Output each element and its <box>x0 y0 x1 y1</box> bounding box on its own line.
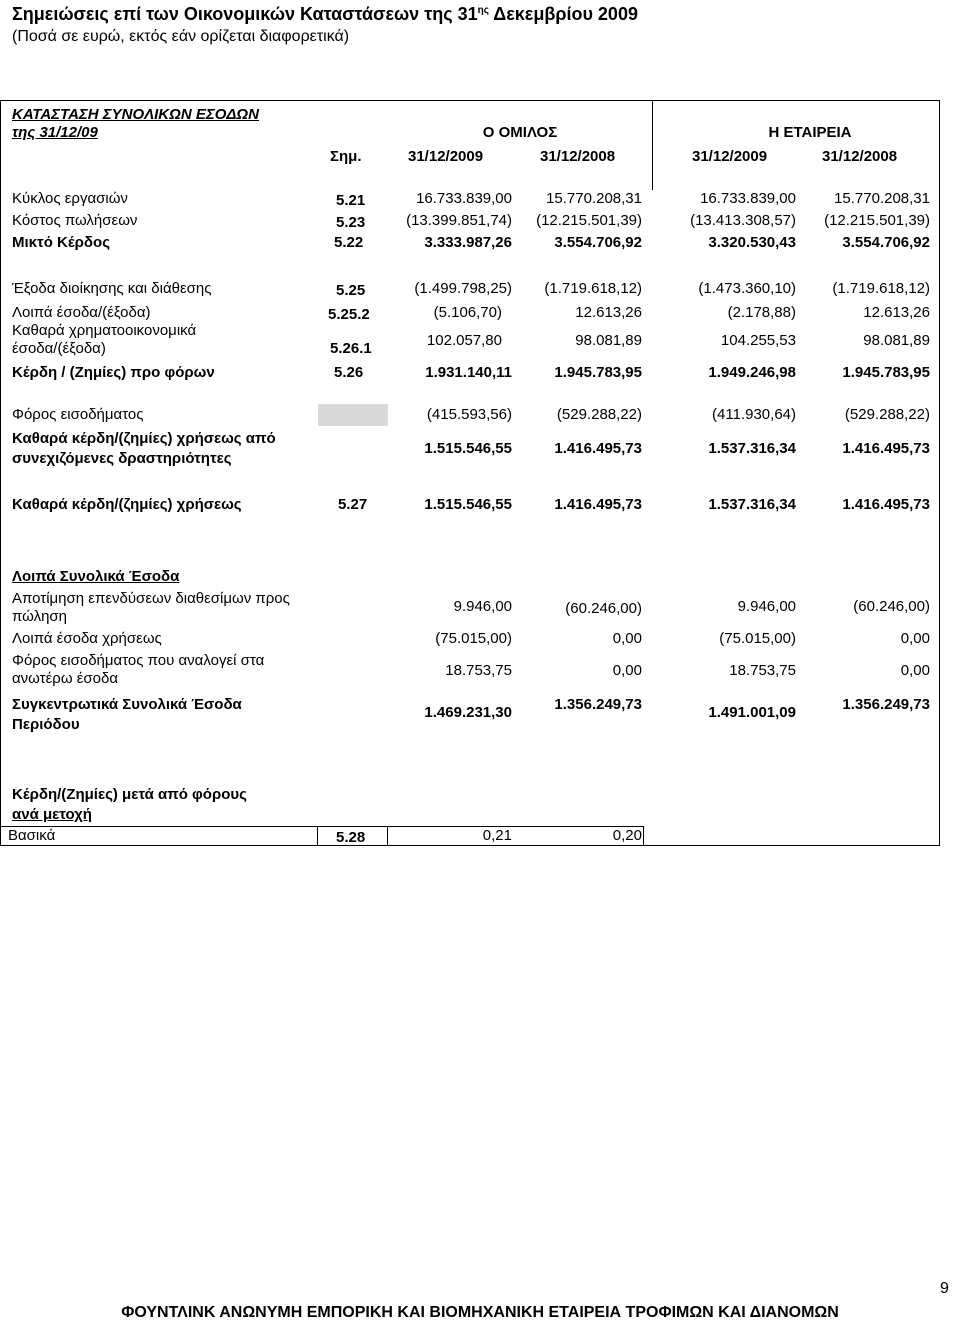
row-label: Βασικά <box>8 827 56 844</box>
row-label: Λοιπά έσοδα/(έξοδα) <box>12 304 151 321</box>
row-value: 3.554.706,92 <box>842 234 930 251</box>
row-label: ανωτέρω έσοδα <box>12 670 119 687</box>
row-value: 1.416.495,73 <box>842 496 930 513</box>
row-label: Καθαρά κέρδη/(ζημίες) χρήσεως <box>12 496 242 513</box>
row-value: 0,00 <box>900 630 930 647</box>
row-value: (13.399.851,74) <box>406 212 512 229</box>
row-note: 5.28 <box>336 829 366 846</box>
row-note: 5.26 <box>334 364 364 381</box>
row-value: 16.733.839,00 <box>700 190 796 207</box>
row-label: Φόρος εισοδήματος που αναλογεί στα <box>12 652 265 669</box>
statement-caption: ΚΑΤΑΣΤΑΣΗ ΣΥΝΟΛΙΚΩΝ ΕΣΟΔΩΝ <box>12 106 259 123</box>
row-value: 18.753,75 <box>729 662 796 679</box>
row-value: 0,20 <box>612 827 642 844</box>
row-value: 1.945.783,95 <box>554 364 642 381</box>
row-value: (12.215.501,39) <box>536 212 642 229</box>
company-header: Η ΕΤΑΙΡΕΙΑ <box>768 124 852 141</box>
row-value: 104.255,53 <box>720 332 796 349</box>
row-value: (60.246,00) <box>853 598 930 615</box>
row-value: (5.106,70) <box>433 304 502 321</box>
row-value: 1.356.249,73 <box>554 696 642 713</box>
page-title: Σημειώσεις επί των Οικονομικών Καταστάσεων της $31^{\eta\varsigma}$ Δεκεμβρίου 2009 <box>12 4 638 24</box>
row-value: (2.178,88) <box>727 304 796 321</box>
row-label: Έξοδα διοίκησης και διάθεσης <box>12 280 212 297</box>
row-label: Λοιπά έσοδα χρήσεως <box>12 630 162 647</box>
row-value: 1.537.316,34 <box>708 496 796 513</box>
row-value: 18.753,75 <box>445 662 512 679</box>
row-value: (1.499.798,25) <box>414 280 512 297</box>
column-divider <box>652 100 653 190</box>
row-value: 9.946,00 <box>737 598 796 615</box>
row-label: Καθαρά κέρδη/(ζημίες) χρήσεως από <box>12 430 276 447</box>
section-title: Λοιπά Συνολικά Έσοδα <box>12 568 180 585</box>
row-value: 0,00 <box>612 630 642 647</box>
row-value: 1.469.231,30 <box>424 704 512 721</box>
row-value: 1.416.495,73 <box>554 496 642 513</box>
row-value: (1.719.618,12) <box>832 280 930 297</box>
row-value: 1.931.140,11 <box>425 364 512 381</box>
row-value: 1.356.249,73 <box>842 696 930 713</box>
row-value: 1.416.495,73 <box>842 440 930 457</box>
row-label: Κύκλος εργασιών <box>12 190 128 207</box>
row-label: Περιόδου <box>12 716 80 733</box>
row-value: 1.515.546,55 <box>424 496 512 513</box>
row-value: 1.416.495,73 <box>554 440 642 457</box>
row-value: 16.733.839,00 <box>416 190 512 207</box>
row-value: 15.770.208,31 <box>546 190 642 207</box>
note-header: Σημ. <box>330 148 362 165</box>
page-number: 9 <box>940 1280 949 1297</box>
row-value: (1.719.618,12) <box>544 280 642 297</box>
row-label: Συγκεντρωτικά Συνολικά Έσοδα <box>12 696 242 713</box>
row-value: 0,21 <box>482 827 512 844</box>
row-value: 1.949.246,98 <box>708 364 796 381</box>
row-note: 5.25.2 <box>328 306 370 323</box>
row-value: (60.246,00) <box>565 600 642 617</box>
row-note: 5.26.1 <box>330 340 372 357</box>
row-value: 1.537.316,34 <box>708 440 796 457</box>
footer-company: ΦΟΥΝΤΛΙΝΚ ΑΝΩΝΥΜΗ ΕΜΠΟΡΙΚΗ ΚΑΙ ΒΙΟΜΗΧΑΝΙΚΗ ΕΤΑΙΡΕΙΑ ΤΡΟΦΙΜΩΝ ΚΑΙ ΔΙΑΝΟΜΩΝ <box>121 1304 839 1321</box>
empty-note-cell <box>318 404 388 426</box>
row-value: 9.946,00 <box>453 598 512 615</box>
row-value: (75.015,00) <box>719 630 796 647</box>
group-header: Ο ΟΜΙΛΟΣ <box>482 124 558 141</box>
row-value: 102.057,80 <box>426 332 502 349</box>
row-note: 5.23 <box>336 214 366 231</box>
statement-date: της 31/12/09 <box>12 124 98 141</box>
row-value: 98.081,89 <box>575 332 642 349</box>
row-value: (411.930,64) <box>712 406 796 423</box>
row-note: 5.22 <box>334 234 364 251</box>
company-2009-header: 31/12/2009 <box>692 148 768 165</box>
row-value: (75.015,00) <box>435 630 512 647</box>
group-2008-header: 31/12/2008 <box>540 148 616 165</box>
row-value: 15.770.208,31 <box>834 190 930 207</box>
row-note: 5.25 <box>336 282 366 299</box>
row-label: συνεχιζόμενες δραστηριότητες <box>12 450 232 467</box>
row-value: 3.320.530,43 <box>708 234 796 251</box>
company-2008-header: 31/12/2008 <box>822 148 898 165</box>
row-note: 5.21 <box>336 192 366 209</box>
row-value: 12.613,26 <box>575 304 642 321</box>
row-value: 0,00 <box>900 662 930 679</box>
row-value: (13.413.308,57) <box>690 212 796 229</box>
row-value: 3.333.987,26 <box>424 234 512 251</box>
row-label: Καθαρά χρηματοοικονομικά <box>12 322 197 339</box>
row-value: 0,00 <box>612 662 642 679</box>
row-label: Κέρδη / (Ζημίες) προ φόρων <box>12 364 215 381</box>
row-label: Μικτό Κέρδος <box>12 234 110 251</box>
row-label: Αποτίμηση επενδύσεων διαθεσίμων προς <box>12 590 290 607</box>
row-value: 1.491.001,09 <box>708 704 796 721</box>
row-value: 1.515.546,55 <box>424 440 512 457</box>
section-title: Κέρδη/(Ζημίες) μετά από φόρους <box>12 786 247 803</box>
row-label: πώληση <box>12 608 68 625</box>
row-value: (415.593,56) <box>426 406 512 423</box>
row-value: (529.288,22) <box>556 406 642 423</box>
row-label: Κόστος πωλήσεων <box>12 212 138 229</box>
row-label: έσοδα/(έξοδα) <box>12 340 106 357</box>
row-value: 3.554.706,92 <box>554 234 642 251</box>
section-title: ανά μετοχή <box>12 806 92 823</box>
row-value: (529.288,22) <box>844 406 930 423</box>
row-value: (1.473.360,10) <box>698 280 796 297</box>
row-value: 12.613,26 <box>863 304 930 321</box>
row-value: (12.215.501,39) <box>824 212 930 229</box>
row-value: 1.945.783,95 <box>842 364 930 381</box>
row-note: 5.27 <box>338 496 368 513</box>
row-value: 98.081,89 <box>863 332 930 349</box>
page-subtitle: (Ποσά σε ευρώ, εκτός εάν ορίζεται διαφορετικά) <box>12 28 350 45</box>
row-label: Φόρος εισοδήματος <box>12 406 144 423</box>
group-2009-header: 31/12/2009 <box>408 148 484 165</box>
